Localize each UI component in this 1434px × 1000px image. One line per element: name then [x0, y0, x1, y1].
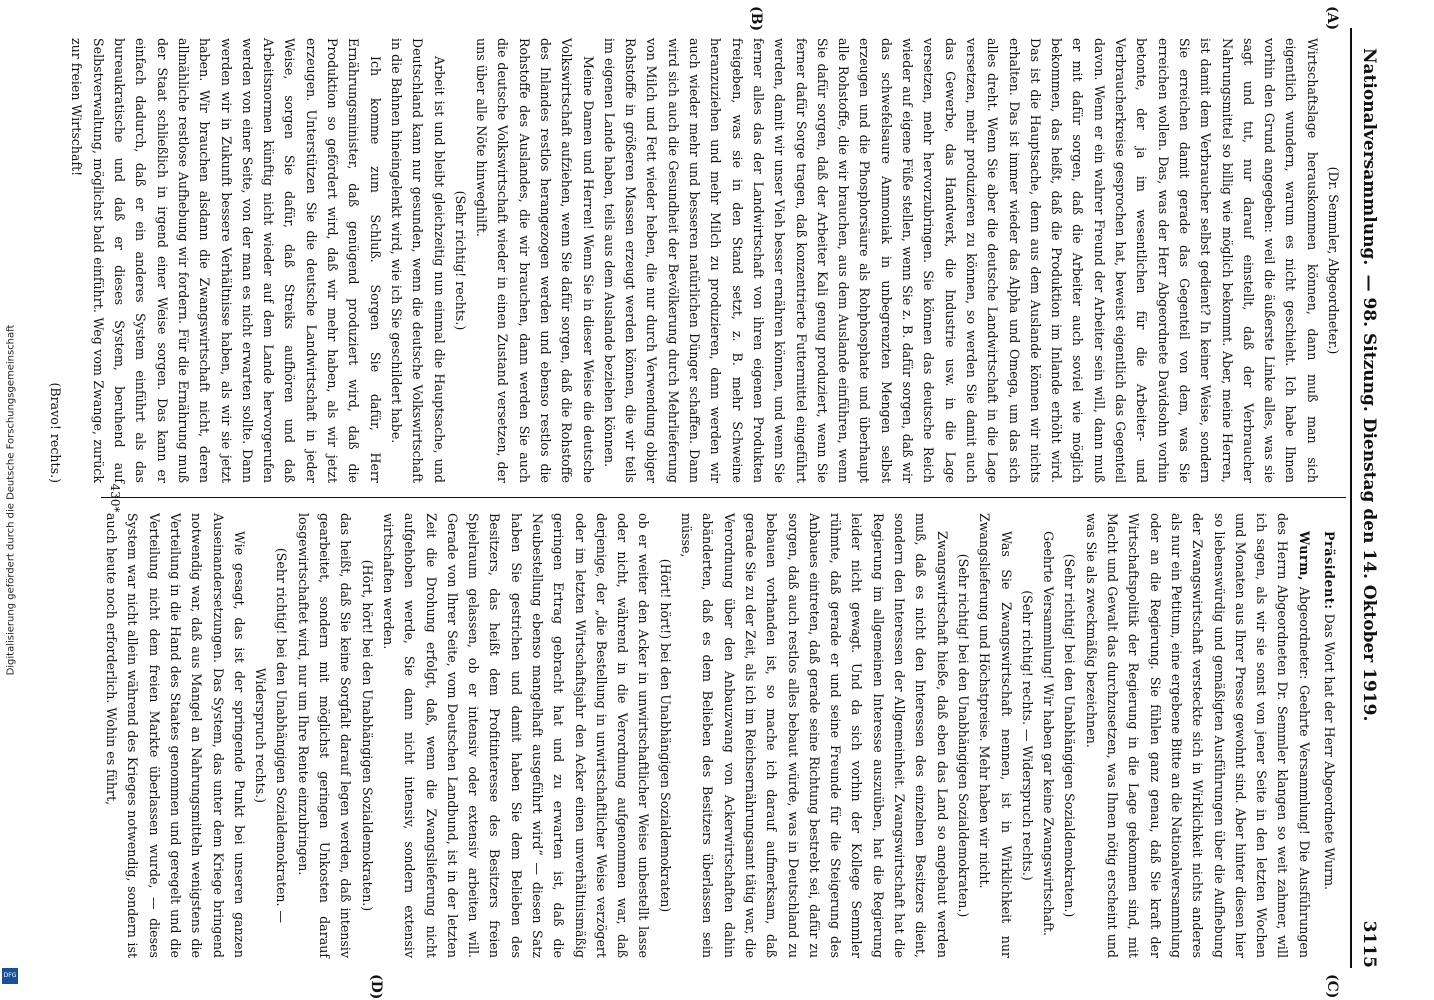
president-text: Das Wort hat der Herr Abgeordnete Wurm. [1322, 613, 1337, 891]
interjection: (Hört! hört!) bei den Unabhängigen Sozialdemokraten) [657, 558, 673, 913]
paragraph: Wirtschaftslage herauskommen können, dann muß man sich eigentlich wundern, warum es nicht geschieht. Ich habe Ihnen vorhin den Grund angegeben: weil die äußerste Linke alles, was sie sagt und tut, nur darauf einstellt, daß der Verbraucher Nahrungsmittel so billig wie möglich bekommt. Aber, meine Herren, ist damit dem Verbraucher selbst gedient? In keiner Weise, sondern Sie erreichen damit gerade das Gegenteil von dem, was Sie erreichen wollen. Das, was der Herr Abgeordnete Davidsohn vorhin betonte, der ja im wesentlichen für die Arbeiter- und Verbraucherkreise gesprochen hat, beweist eigentlich das Gegenteil davon. Wenn er ein wahrer Freund der Arbeiter sein will, dann muß er mit dafür sorgen, daß die Arbeiter auch soviel wie möglich bekommen, das heißt, daß die Produktion im Inlande erhöht wird. Das ist die Hauptsache, denn aus dem Auslande können wir nichts erhalten. Das ist immer wieder das Alpha und Omega, um das sich alles dreht. Wenn Sie aber die deutsche Landwirtschaft in die Lage versetzen, mehr produzieren zu können, so werden Sie damit auch das Gewerbe, das Handwerk, die Industrie usw. in die Lage versetzen, mehr hervorzubringen. Sie können das deutsche Reich wieder auf eigene Füße stellen, wenn Sie z. B. dafür sorgen, daß wir das schwefelsaure Ammoniak in unbegrenzten Mengen selbst erzeugen und die Phosphorsäure als Rohphosphate und überhaupt alle Rohstoffe, die wir brauchen, aus dem Auslande einführen, wenn Sie dafür sorgen, daß der Arbeiter Kali genug produziert, wenn Sie ferner dafür Sorge tragen, daß konzentrierte Futtermittel eingeführt werden, damit wir unser Vieh besser ernähren können, und wenn Sie ferner alles das der Landwirtschaft von ihren eigenen Produkten freigeben, was sie in den Stand setzt, z. B. mehr Schweine heranzuziehen und mehr Milch zu produzieren, dann werden wir auch wieder mehr und besseren natürlichen Dünger schaffen. Dann wird sich auch die Gesundheit der Bevölkerung durch Mehrlieferung von Milch und Fett wieder heben, die nur durch Verwendung obiger Rohstoffe in größeren Massen erzeugt werden können, die wir teils im eigenen Lande haben, teils aus dem Auslande beziehen können. [601, 38, 1320, 483]
page-footer-number: 430* [108, 483, 122, 513]
right-column [101, 513, 1344, 958]
interjection: (Hört, hört! bei den Unabhängigen Sozialdemokraten.) [359, 559, 375, 912]
paragraph: ob er weiter den Acker in unwirtschaftlicher Weise unbestellt lasse oder nicht, während in die Verordnung aufgenommen war, daß derjenige, der „die Bestellung in unwirtschaftlicher Weise verzögert oder im letzten Wirtschaftsjahr den Acker einen unverhältnismäßig geringen Ertrag gebracht hat und zu erwarten ist, daß die Neubestellung ebenso mangelhaft ausgeführt wird“ — diesen Satz haben Sie gestrichen und damit haben Sie dem Belieben des Besitzers, das heißt dem Profitinteresse des Besitzers freien Spielraum gelassen, ob er intensiv oder extensiv arbeiten will. Gerade von Ihrer Seite, vom Deutschen Landbund, ist in der letzten Zeit die Drohung erfolgt, daß, wenn die Zwangslieferung nicht aufgehoben werde, Sie dann nicht intensiv, sondern extensiv wirtschaften werden. [380, 513, 652, 958]
assembly-title: Nationalversammlung. [1359, 48, 1379, 266]
interjection: (Sehr richtig! bei den Unabhängigen Sozialdemokraten.) [1062, 553, 1078, 918]
margin-mark-d: (D) [368, 974, 384, 1000]
page-number: 3115 [1359, 920, 1379, 968]
credit-text: Digitalisierung gefördert durch die Deutsche Forschungsgemeinschaft [5, 324, 17, 676]
interjection: (Sehr richtig! rechts. — Widerspruch rechts.) [1019, 590, 1035, 881]
speech-opening [1080, 513, 1314, 958]
paragraph: Was Sie Zwangswirtschaft nennen, ist in Wirklichkeit nur Zwangslieferung und Höchstpreise. Mehr haben wir nicht. [977, 513, 1014, 958]
paragraph: Geehrte Versammlung! Wir haben gar keine Zwangswirtschaft. [1041, 531, 1057, 936]
margin-mark-c: (C) [1324, 974, 1340, 999]
closing-interjection: (Bravo! rechts.) [48, 382, 64, 483]
interjection: (Sehr richtig! bei den Unabhängigen Sozialdemokraten.) [955, 553, 971, 918]
dfg-logo-icon: DFG [2, 968, 18, 984]
interjection: (Sehr richtig! rechts.) [452, 190, 468, 331]
president-statement [1319, 513, 1340, 958]
president-label: Präsident: [1322, 531, 1337, 610]
margin-mark-b: (B) [748, 6, 764, 32]
left-column [45, 38, 1344, 483]
paragraph: Wie gesagt, das ist der springende Punkt bei unseren ganzen Auseinandersetzungen. Das System, das unter dem Kriege bringend notwendig war, daß aus Mangel an Nahrungsmitteln wenigstens die Verteilung in die Hand des Staates genommen und geregelt und die Verteilung nicht dem freien Markte überlassen wurde, — dieses System war nicht allein während des Krieges notwendig, sondern ist auch heute noch erforderlich. Wohin es führt, [104, 513, 247, 958]
margin-mark-a: (A) [1324, 6, 1340, 31]
paragraph: Meine Damen und Herren! Wenn Sie in dieser Weise die deutsche Volkswirtschaft aufziehen, wenn Sie dafür sorgen, daß die Rohstoffe des Inlandes restlos herangezogen werden und ebenso restlos die Rohstoffe des Auslandes, die wir brauchen, dann werden Sie auch die deutsche Volkswirtschaft wieder in einen Zustand versetzen, der uns über alle Nöte hinweghilft. [474, 38, 596, 483]
speaker-reference: (Dr. Semmler, Abgeordneter.) [1326, 166, 1341, 355]
paragraph: Ich komme zum Schluß. Sorgen Sie dafür, Herr Ernährungsminister, daß genügend produziert wird, daß die Produktion so gefördert wird, daß wir mehr haben, als wir jetzt erzeugen. Unterstützen Sie die deutsche Landwirtschaft in jeder Weise, sorgen Sie dafür, daß Streiks aufhören und daß Arbeitsnormen künftig nicht wieder auf dem Lande hervorgerufen werden von einer Seite, von der man es nicht erwarten sollte. Dann werden wir in Zukunft bessere Verhältnisse haben, als wir sie jetzt haben. Wir brauchen alsdann die Zwangswirtschaft nicht, deren allmähliche restlose Aufhebung wir fordern. Für die Ernährung muß der Staat schließlich in irgend einer Weise sorgen. Das kann er einfach dadurch, daß er ein anderes System einführt als das bureaukratische und daß er dieses System, beruhend auf Selbstverwaltung, möglichst bald einführt. Weg vom Zwange, zurück zur freien Wirtschaft! [69, 38, 383, 483]
digitization-credit [0, 0, 22, 1000]
interjection: (Sehr richtig! bei den Unabhängigen Sozialdemokraten. — Widerspruch rechts.) [253, 547, 290, 924]
paragraph: das heißt, daß Sie keine Sorgfalt darauf legen werden, daß intensiv gearbeitet, sondern mit möglichst geringen Unkosten darauf losgewirtschaftet wird, nur um Ihre Rente einzubringen. [295, 513, 354, 958]
running-head [1350, 28, 1384, 968]
paragraph: Arbeit ist und bleibt gleichzeitig nun einmal die Hauptsache, und Deutschland kann nur gesunden, wenn die deutsche Volkswirtschaft in die Bahnen hineingelenkt wird, wie ich Sie geschildert habe. [388, 38, 447, 483]
paragraph: Zwangswirtschaft hieße, daß eben das Land so angebaut werden muß, daß es nicht den Interessen des einzelnen Besitzers dient, sondern den Interessen der Allgemeinheit. Zwangswirtschaft hat die Regierung im allgemeinen Interesse auszuüben, hat die Regierung leider nicht gewagt. Und da sich vorhin der Kollege Semmler rühmte, daß gerade er und seine Freunde für die Steigerung des Anbaues eintreten, daß gerade seine Richtung bestrebt sei, dafür zu sorgen, daß auch restlos alles bebaut würde, was in Deutschland zu bebauen vorhanden ist, so mache ich darauf aufmerksam, daß gerade Sie zu der Zeit, als ich im Reichsernährungsamt tätig war, die Verordnung über den Anbauzwang von Ackerwirtschaften dahin abänderten, daß es dem Belieben des Besitzers überlassen sein müsse, [679, 513, 950, 958]
header-rule [1350, 28, 1352, 968]
column-divider [101, 497, 1346, 498]
session-title: — 98. Sitzung. Dienstag den 14. Oktober 1919. [1359, 274, 1379, 722]
protocol-page [48, 6, 1384, 1000]
speaker-name: Wurm, [1296, 531, 1312, 582]
paragraph: Abgeordneter: Geehrte Versammlung! Die Ausführungen des Herrn Abgeordneten Dr. Semmler klangen so weit zahmer, will ich sagen, als wir sie sonst von jener Seite in den letzten Wochen und Monaten aus Ihrer Presse gewohnt sind. Aber hinter diesen hier so liebenswürdig und gemäßigten Ausführungen über die Aufhebung der Zwangswirtschaft versteckte sich in Wirklichkeit nichts anderes als nur ein Petitum, eine ergebene Bitte an die Nationalversammlung oder an die Regierung. Sie fühlen ganz genau, daß Sie kraft der Wirtschaftspolitik der Regierung in die Lage gekommen sind, mit Macht und Gewalt das durchzusetzen, was Ihnen nötig erscheint und was Sie als zweckmäßig bezeichnen. [1083, 513, 1312, 958]
